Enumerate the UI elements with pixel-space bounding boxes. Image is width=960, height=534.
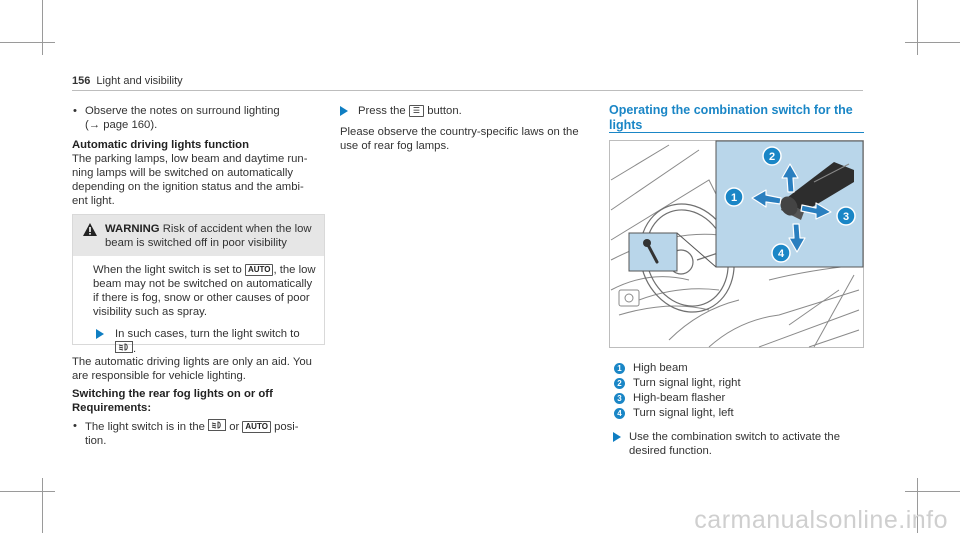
legend-number: 4: [614, 408, 625, 419]
warning-header: WARNING Risk of accident when the low beam is switched off in poor visibility: [73, 215, 324, 256]
crop-mark: [0, 491, 55, 492]
instruction-step: Use the combination switch to activate the desired function.: [613, 430, 863, 458]
warning-label: WARNING: [105, 223, 160, 235]
combination-switch-illustration: [609, 140, 864, 348]
low-beam-icon: [208, 419, 226, 431]
step-arrow-icon: [96, 329, 104, 339]
left-column-lower: [72, 355, 324, 448]
instruction-step: Press the ☰ button.: [340, 104, 595, 118]
page-reference-link[interactable]: (→ page 160).: [85, 119, 158, 131]
callout-label: 2: [768, 151, 776, 163]
page-number: 156: [72, 75, 91, 87]
section-title: Operating the combination switch for the lights: [609, 103, 853, 132]
legend-number: 3: [614, 393, 625, 404]
paragraph: The automatic driving lights are only an aid. You are responsible for vehicle lighting.: [72, 356, 312, 382]
callout-label: 4: [777, 248, 785, 260]
section-name: Light and visibility: [96, 75, 183, 87]
section-heading: Automatic driving lights function: [72, 139, 249, 151]
title-rule: [609, 132, 864, 133]
middle-column: [340, 104, 595, 153]
legend-item: 1 High beam: [613, 361, 863, 376]
list-item: • The light switch is in the or AUTO posi- tion.: [72, 419, 324, 448]
warning-body: When the light switch is set to AUTO , the low beam may not be switched on automatically if there is fog, snow or other causes of poor visibility such as spray. In such cases, turn the light switch to .: [93, 264, 316, 355]
crop-mark: [905, 491, 960, 492]
auto-light-icon: AUTO: [242, 421, 271, 433]
section-heading: Switching the rear fog lights on or off: [72, 388, 273, 400]
crop-mark: [905, 42, 960, 43]
watermark: carmanualsonline.info: [694, 506, 948, 534]
legend-number: 2: [614, 378, 625, 389]
legend-number: 1: [614, 363, 625, 374]
auto-light-icon: AUTO: [245, 264, 274, 276]
step-arrow-icon: [613, 432, 621, 442]
header-rule: [72, 90, 863, 91]
low-beam-icon: [115, 341, 133, 353]
right-column: [609, 103, 864, 133]
paragraph: Please observe the country-specific laws on the use of rear fog lamps.: [340, 126, 579, 152]
paragraph: The parking lamps, low beam and daytime run- ning lamps will be switched on automatically depending on the ignition status and the ambi- ent light.: [72, 153, 308, 207]
requirements-heading: Requirements:: [72, 402, 152, 414]
step-arrow-icon: [340, 106, 348, 116]
crop-mark: [42, 0, 43, 55]
rear-fog-light-button-icon: ☰: [409, 105, 424, 117]
legend-item: 2 Turn signal light, right: [613, 376, 863, 391]
list-item: • Observe the notes on surround lighting (→ page 160).: [72, 104, 324, 132]
callout-label: 3: [842, 211, 850, 223]
legend-item: 4 Turn signal light, left: [613, 406, 863, 421]
instruction-step: In such cases, turn the light switch to .: [93, 327, 316, 356]
left-column: [72, 104, 324, 208]
crop-mark: [42, 478, 43, 533]
legend-item: 3 High-beam flasher: [613, 391, 863, 406]
crop-mark: [0, 42, 55, 43]
crop-mark: [917, 0, 918, 55]
callout-label: 1: [730, 192, 738, 204]
warning-triangle-icon: [83, 223, 97, 236]
warning-box: [72, 214, 325, 355]
page-header: [72, 74, 183, 88]
legend: [613, 361, 863, 421]
